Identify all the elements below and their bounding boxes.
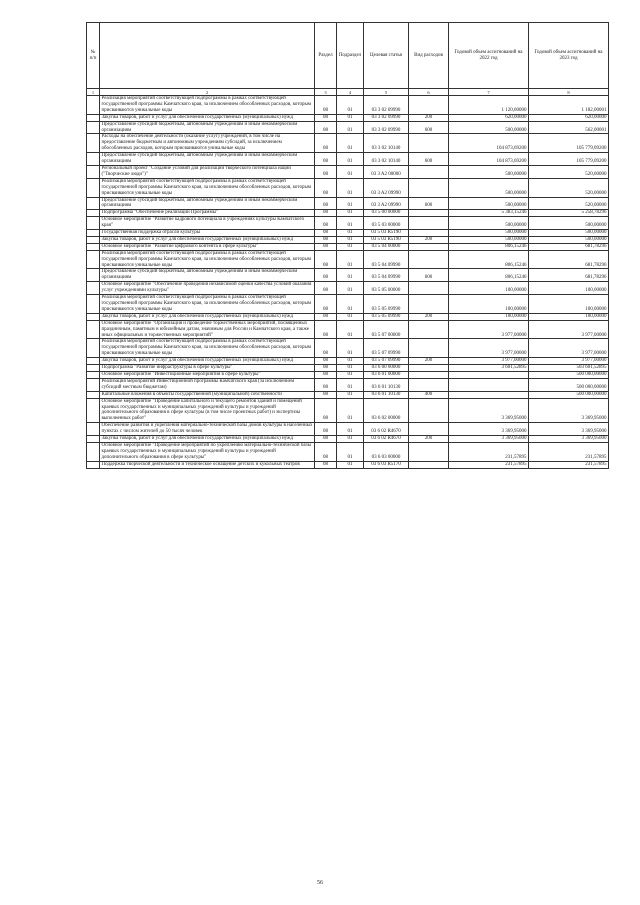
cell-year-2022: 5 383,15246 <box>449 210 529 217</box>
cell-podrazdel: 01 <box>337 217 364 230</box>
cell-num <box>87 391 100 398</box>
cell-year-2023: 520,00000 <box>529 165 609 178</box>
table-row <box>87 178 609 197</box>
table-row <box>87 230 609 237</box>
cell-name: Реализация мероприятий соответствующей подпрограммы в рамках соответствующей государственной программы Камчатского края, за исключением обособленных расходов, которым присваиваются уникальные коды <box>100 96 315 115</box>
cell-name: Предоставление субсидий бюджетным, автономным учреждениям и иным некоммерческим организациям <box>100 269 315 282</box>
cell-year-2022: 500,00000 <box>449 178 529 197</box>
cell-year-2023: 3 977,00000 <box>529 339 609 358</box>
cell-expense-type <box>409 243 449 250</box>
cell-podrazdel: 01 <box>337 423 364 436</box>
table-row <box>87 134 609 153</box>
cell-podrazdel: 01 <box>337 371 364 378</box>
cell-name: Государственная поддержка отрасли культуры <box>100 230 315 237</box>
cell-podrazdel: 01 <box>337 165 364 178</box>
cell-target-article: 03 6 02 R4670 <box>364 436 409 443</box>
cell-podrazdel: 01 <box>337 121 364 134</box>
cell-podrazdel: 01 <box>337 436 364 443</box>
cell-razdel: 08 <box>315 313 337 320</box>
cell-target-article: 03 5 03 00000 <box>364 217 409 230</box>
cell-year-2022: 1 120,00000 <box>449 96 529 115</box>
cell-razdel: 08 <box>315 230 337 237</box>
cell-expense-type <box>409 423 449 436</box>
cell-year-2022: 104 873,69200 <box>449 153 529 166</box>
cell-name: Расходы на обеспечение деятельности (оказание услуг) учреждений, в том числе на предоставление бюджетным и автономным учреждениям субсидий, за исключением обособленных расходов, которым присваиваются уникальные коды <box>100 134 315 153</box>
cell-year-2022: 3 369,95000 <box>449 423 529 436</box>
cell-razdel: 08 <box>315 442 337 461</box>
cell-year-2023: 3 369,95000 <box>529 436 609 443</box>
cell-podrazdel: 01 <box>337 320 364 339</box>
cell-year-2022: 3 601,52895 <box>449 365 529 372</box>
cell-razdel: 08 <box>315 236 337 243</box>
cell-year-2022: 500,00000 <box>449 236 529 243</box>
cell-expense-type: 600 <box>409 197 449 210</box>
table-row <box>87 153 609 166</box>
cell-expense-type: 400 <box>409 391 449 398</box>
cell-num <box>87 269 100 282</box>
cell-year-2023: 1 182,00001 <box>529 96 609 115</box>
header-target-article: Целевая статья <box>364 23 409 89</box>
cell-num <box>87 250 100 269</box>
cell-name: Закупка товаров, работ и услуг для обеспечения государственных (муниципальных) нужд <box>100 358 315 365</box>
cell-razdel: 08 <box>315 398 337 423</box>
cell-razdel: 08 <box>315 461 337 468</box>
cell-num <box>87 197 100 210</box>
cell-razdel: 08 <box>315 436 337 443</box>
cell-razdel: 08 <box>315 250 337 269</box>
cell-year-2022: 3 977,00000 <box>449 358 529 365</box>
cell-name: Основное мероприятие "Инвестиционные мероприятия в сфере культуры" <box>100 371 315 378</box>
budget-table <box>86 22 609 469</box>
cell-name: Капитальные вложения в объекты государственной (муниципальной) собственности <box>100 391 315 398</box>
cell-name: Реализация мероприятий соответствующей подпрограммы в рамках соответствующей государственной программы Камчатского края, за исключением обособленных расходов, которым присваиваются уникальные коды <box>100 339 315 358</box>
cell-year-2022 <box>449 378 529 391</box>
cell-podrazdel: 01 <box>337 250 364 269</box>
cell-year-2023: 100,00000 <box>529 295 609 314</box>
cell-target-article: 03 5 04 00000 <box>364 243 409 250</box>
cell-year-2023: 620,00000 <box>529 114 609 121</box>
cell-expense-type <box>409 210 449 217</box>
cell-name: Закупка товаров, работ и услуг для обеспечения государственных (муниципальных) нужд <box>100 313 315 320</box>
cell-num <box>87 371 100 378</box>
cell-podrazdel: 01 <box>337 197 364 210</box>
cell-podrazdel: 01 <box>337 295 364 314</box>
cell-podrazdel: 01 <box>337 236 364 243</box>
cell-podrazdel: 01 <box>337 243 364 250</box>
cell-target-article: 03 6 00 00000 <box>364 365 409 372</box>
cell-year-2023: 500 000,00000 <box>529 371 609 378</box>
cell-target-article: 03 5 00 00000 <box>364 210 409 217</box>
cell-expense-type: 200 <box>409 436 449 443</box>
table-row <box>87 391 609 398</box>
cell-expense-type <box>409 365 449 372</box>
cell-name: Предоставление субсидий бюджетным, автономным учреждениям и иным некоммерческим организациям <box>100 121 315 134</box>
cell-target-article: 03 5 05 09990 <box>364 313 409 320</box>
cell-year-2022 <box>449 371 529 378</box>
cell-podrazdel: 01 <box>337 339 364 358</box>
header-year-2023: Годовой объем ассигнований на 2023 год <box>529 23 609 89</box>
header-year-2022: Годовой объем ассигнований на 2022 год <box>449 23 529 89</box>
cell-target-article: 03 5 04 09990 <box>364 250 409 269</box>
cell-expense-type <box>409 461 449 468</box>
cell-year-2023: 500,00000 <box>529 217 609 230</box>
cell-razdel: 08 <box>315 217 337 230</box>
cell-year-2023: 231,57895 <box>529 461 609 468</box>
table-row <box>87 378 609 391</box>
cell-razdel: 08 <box>315 153 337 166</box>
cell-target-article: 03 5 05 09990 <box>364 295 409 314</box>
cell-expense-type: 600 <box>409 269 449 282</box>
cell-podrazdel: 01 <box>337 378 364 391</box>
cell-podrazdel: 01 <box>337 153 364 166</box>
cell-name: Реализация мероприятий соответствующей подпрограммы в рамках соответствующей государственной программы Камчатского края, за исключением обособленных расходов, которым присваиваются уникальные коды <box>100 178 315 197</box>
cell-target-article: 03 6 01 10130 <box>364 391 409 398</box>
cell-target-article: 03 6 02 R4670 <box>364 423 409 436</box>
index-cell: 5 <box>364 89 409 96</box>
cell-year-2022: 3 977,00000 <box>449 320 529 339</box>
cell-year-2022: 620,00000 <box>449 114 529 121</box>
cell-expense-type <box>409 250 449 269</box>
cell-year-2022: 100,00000 <box>449 295 529 314</box>
cell-expense-type: 200 <box>409 114 449 121</box>
cell-razdel: 08 <box>315 365 337 372</box>
table-row <box>87 423 609 436</box>
index-cell: 6 <box>409 89 449 96</box>
cell-num <box>87 153 100 166</box>
cell-target-article: 03 3 A2 09990 <box>364 197 409 210</box>
cell-podrazdel: 01 <box>337 96 364 115</box>
column-index-row <box>87 89 609 96</box>
index-cell: 7 <box>449 89 529 96</box>
cell-year-2023: 3 977,00000 <box>529 358 609 365</box>
cell-target-article: 03 6 02 00000 <box>364 398 409 423</box>
cell-target-article: 03 3 02 09990 <box>364 96 409 115</box>
cell-name: Закупка товаров, работ и услуг для обеспечения государственных (муниципальных) нужд <box>100 236 315 243</box>
cell-year-2022: 231,57895 <box>449 461 529 468</box>
cell-expense-type <box>409 398 449 423</box>
cell-expense-type <box>409 96 449 115</box>
table-row <box>87 250 609 269</box>
cell-target-article: 03 6 03 00000 <box>364 442 409 461</box>
table-row <box>87 371 609 378</box>
cell-year-2023: 520,00000 <box>529 178 609 197</box>
cell-year-2023: 520,00000 <box>529 197 609 210</box>
cell-num <box>87 210 100 217</box>
cell-year-2023: 500 000,00000 <box>529 378 609 391</box>
cell-year-2023: 100,00000 <box>529 282 609 295</box>
cell-year-2022: 806,15246 <box>449 250 529 269</box>
cell-num <box>87 365 100 372</box>
table-row <box>87 217 609 230</box>
cell-expense-type <box>409 339 449 358</box>
table-row <box>87 358 609 365</box>
cell-year-2023: 231,57895 <box>529 442 609 461</box>
cell-year-2022: 231,57895 <box>449 442 529 461</box>
cell-year-2023: 105 779,09200 <box>529 153 609 166</box>
cell-year-2023: 5 258,78296 <box>529 210 609 217</box>
cell-name: Подпрограмма "Развитие инфраструктуры в сфере культуры" <box>100 365 315 372</box>
table-row <box>87 243 609 250</box>
cell-year-2022: 100,00000 <box>449 282 529 295</box>
cell-podrazdel: 01 <box>337 210 364 217</box>
cell-year-2023: 3 369,95000 <box>529 423 609 436</box>
cell-num <box>87 217 100 230</box>
cell-num <box>87 134 100 153</box>
cell-year-2023: 3 369,95000 <box>529 398 609 423</box>
cell-year-2022: 104 873,69200 <box>449 134 529 153</box>
cell-expense-type: 600 <box>409 153 449 166</box>
cell-podrazdel: 01 <box>337 313 364 320</box>
table-row <box>87 365 609 372</box>
index-cell: 2 <box>100 89 315 96</box>
cell-year-2022: 500,00000 <box>449 197 529 210</box>
cell-razdel: 08 <box>315 295 337 314</box>
cell-expense-type <box>409 295 449 314</box>
cell-target-article: 03 3 A2 09990 <box>364 178 409 197</box>
cell-num <box>87 313 100 320</box>
cell-podrazdel: 01 <box>337 269 364 282</box>
cell-target-article: 03 5 03 R5190 <box>364 230 409 237</box>
cell-razdel: 08 <box>315 378 337 391</box>
cell-expense-type <box>409 442 449 461</box>
cell-razdel: 08 <box>315 282 337 295</box>
cell-expense-type: 200 <box>409 313 449 320</box>
table-row <box>87 339 609 358</box>
table-row <box>87 398 609 423</box>
cell-year-2022: 3 369,95000 <box>449 398 529 423</box>
cell-podrazdel: 01 <box>337 398 364 423</box>
cell-expense-type <box>409 178 449 197</box>
cell-year-2023: 100,00000 <box>529 313 609 320</box>
cell-year-2023: 500 000,00000 <box>529 391 609 398</box>
table-row <box>87 295 609 314</box>
cell-expense-type <box>409 320 449 339</box>
cell-name: Основное мероприятие "Проведение мероприятий по укреплению материально-технической базы краевых государственных и муниципальных учреждений культуры и учреждений дополнительного образования в сфере культуры" <box>100 442 315 461</box>
cell-name: Основное мероприятие "Обеспечение проведения независимой оценки качества условий оказания услуг учреждениями культуры" <box>100 282 315 295</box>
cell-podrazdel: 01 <box>337 114 364 121</box>
cell-expense-type <box>409 165 449 178</box>
cell-year-2022: 500,00000 <box>449 217 529 230</box>
cell-year-2022: 500,00000 <box>449 230 529 237</box>
cell-target-article: 03 3 02 09990 <box>364 114 409 121</box>
table-row <box>87 197 609 210</box>
cell-target-article: 03 3 02 10140 <box>364 134 409 153</box>
table-row <box>87 442 609 461</box>
cell-razdel: 08 <box>315 391 337 398</box>
cell-expense-type <box>409 282 449 295</box>
table-row <box>87 165 609 178</box>
cell-num <box>87 423 100 436</box>
header-expense-type: Вид расходов <box>409 23 449 89</box>
cell-target-article: 03 5 07 09990 <box>364 339 409 358</box>
cell-expense-type <box>409 371 449 378</box>
cell-num <box>87 436 100 443</box>
table-row <box>87 461 609 468</box>
cell-podrazdel: 01 <box>337 178 364 197</box>
table-row <box>87 114 609 121</box>
cell-name: Закупка товаров, работ и услуг для обеспечения государственных (муниципальных) нужд <box>100 436 315 443</box>
cell-target-article: 03 5 07 09990 <box>364 358 409 365</box>
cell-razdel: 08 <box>315 121 337 134</box>
cell-year-2022 <box>449 391 529 398</box>
cell-name: Основное мероприятие "Развитие цифрового контента в сфере культуры" <box>100 243 315 250</box>
cell-podrazdel: 01 <box>337 442 364 461</box>
header-razdel: Раздел <box>315 23 337 89</box>
cell-year-2022: 100,00000 <box>449 313 529 320</box>
cell-year-2022: 3 977,00000 <box>449 339 529 358</box>
cell-target-article: 03 6 01 10130 <box>364 378 409 391</box>
index-cell: 8 <box>529 89 609 96</box>
cell-name: Предоставление субсидий бюджетным, автономным учреждениям и иным некоммерческим организациям <box>100 197 315 210</box>
cell-num <box>87 442 100 461</box>
cell-target-article: 03 3 02 09990 <box>364 121 409 134</box>
cell-name: Подпрограмма "Обеспечение реализации Программы" <box>100 210 315 217</box>
cell-year-2023: 503 601,52895 <box>529 365 609 372</box>
cell-num <box>87 461 100 468</box>
cell-target-article: 03 5 03 R5190 <box>364 236 409 243</box>
cell-target-article: 03 3 02 10140 <box>364 153 409 166</box>
cell-razdel: 08 <box>315 423 337 436</box>
cell-expense-type <box>409 230 449 237</box>
cell-razdel: 08 <box>315 371 337 378</box>
cell-target-article: 03 5 07 00000 <box>364 320 409 339</box>
cell-year-2022: 806,15246 <box>449 243 529 250</box>
cell-num <box>87 320 100 339</box>
cell-podrazdel: 01 <box>337 461 364 468</box>
table-row <box>87 96 609 115</box>
cell-num <box>87 339 100 358</box>
table-row <box>87 269 609 282</box>
cell-expense-type <box>409 378 449 391</box>
cell-expense-type: 200 <box>409 358 449 365</box>
page-number: 56 <box>317 880 323 886</box>
cell-podrazdel: 01 <box>337 391 364 398</box>
cell-num <box>87 378 100 391</box>
cell-year-2023: 500,00000 <box>529 236 609 243</box>
cell-target-article: 03 6 01 00000 <box>364 371 409 378</box>
cell-year-2022: 806,15246 <box>449 269 529 282</box>
cell-num <box>87 121 100 134</box>
cell-num <box>87 295 100 314</box>
cell-name: Основное мероприятие "Проведение капитального и текущего ремонтов зданий и помещений краевых государственных и муниципальных учреждений культуры и учреждений дополнительного образования в сфере культуры (в том числе проектных работ) и экспертизы выполненных работ" <box>100 398 315 423</box>
cell-podrazdel: 01 <box>337 230 364 237</box>
cell-num <box>87 96 100 115</box>
cell-target-article: 03 6 03 R5170 <box>364 461 409 468</box>
index-cell: 4 <box>337 89 364 96</box>
cell-razdel: 08 <box>315 134 337 153</box>
cell-razdel: 08 <box>315 165 337 178</box>
cell-num <box>87 114 100 121</box>
cell-year-2023: 500,00000 <box>529 230 609 237</box>
header-row <box>87 23 609 89</box>
header-podrazdel: Подраздел <box>337 23 364 89</box>
header-name <box>100 23 315 89</box>
cell-razdel: 08 <box>315 339 337 358</box>
cell-expense-type: 200 <box>409 236 449 243</box>
cell-target-article: 03 5 04 09990 <box>364 269 409 282</box>
cell-name: Реализация мероприятий соответствующей подпрограммы в рамках соответствующей государственной программы Камчатского края, за исключением обособленных расходов, которым присваиваются уникальные коды <box>100 250 315 269</box>
index-cell: 3 <box>315 89 337 96</box>
table-row <box>87 210 609 217</box>
cell-razdel: 08 <box>315 178 337 197</box>
index-cell: 1 <box>87 89 100 96</box>
cell-name: Обеспечение развития и укрепления материально-технической базы домов культуры в населенных пунктах с числом жителей до 50 тысяч человек <box>101 423 313 435</box>
budget-table-sheet <box>86 22 608 469</box>
cell-razdel: 08 <box>315 320 337 339</box>
cell-razdel: 08 <box>315 210 337 217</box>
table-row <box>87 121 609 134</box>
cell-year-2023: 562,00001 <box>529 121 609 134</box>
cell-name: Закупка товаров, работ и услуг для обеспечения государственных (муниципальных) нужд <box>100 114 315 121</box>
cell-year-2023: 105 779,09200 <box>529 134 609 153</box>
table-row <box>87 436 609 443</box>
cell-podrazdel: 01 <box>337 358 364 365</box>
cell-num <box>87 165 100 178</box>
cell-name: Реализация мероприятий Инвестиционной программы Камчатского края (за исключением субсидий местным бюджетам) <box>100 378 315 391</box>
cell-num <box>87 282 100 295</box>
table-row <box>87 282 609 295</box>
cell-num <box>87 236 100 243</box>
cell-name: Поддержка творческой деятельности и техническое оснащение детских и кукольных театров <box>100 461 315 468</box>
cell-year-2023: 681,78296 <box>529 269 609 282</box>
cell-name: Основное мероприятие "Развитие кадрового потенциала в учреждениях культуры Камчатского края" <box>100 217 315 230</box>
cell-name: Основное мероприятие "Организация и проведение торжественных мероприятий, посвященных праздничным, памятным и юбилейным датам, значимым для России и Камчатского края, а также иных официальных и торжественных мероприятий" <box>100 320 315 339</box>
header-num: № п/п <box>87 23 100 89</box>
cell-year-2022: 500,00000 <box>449 121 529 134</box>
table-row <box>87 320 609 339</box>
cell-year-2022: 500,00000 <box>449 165 529 178</box>
cell-razdel: 08 <box>315 96 337 115</box>
cell-podrazdel: 01 <box>337 365 364 372</box>
cell-razdel: 08 <box>315 243 337 250</box>
cell-name: Региональный проект "Создание условий для реализации творческого потенциала нации ("Творческие люди")" <box>100 165 315 178</box>
cell-razdel: 08 <box>315 114 337 121</box>
cell-razdel: 08 <box>315 358 337 365</box>
cell-podrazdel: 01 <box>337 134 364 153</box>
cell-year-2023: 681,78296 <box>529 250 609 269</box>
cell-expense-type <box>409 217 449 230</box>
table-row <box>87 236 609 243</box>
cell-num <box>87 230 100 237</box>
cell-expense-type: 600 <box>409 121 449 134</box>
cell-razdel: 08 <box>315 269 337 282</box>
cell-num <box>87 243 100 250</box>
cell-year-2023: 3 977,00000 <box>529 320 609 339</box>
cell-num <box>87 178 100 197</box>
cell-year-2022: 3 369,95000 <box>449 436 529 443</box>
cell-expense-type <box>409 134 449 153</box>
cell-year-2023: 681,78296 <box>529 243 609 250</box>
cell-name: Реализация мероприятий соответствующей подпрограммы в рамках соответствующей государственной программы Камчатского края, за исключением обособленных расходов, которым присваиваются уникальные коды <box>100 295 315 314</box>
cell-razdel: 08 <box>315 197 337 210</box>
cell-num <box>87 398 100 423</box>
table-row <box>87 313 609 320</box>
cell-num <box>87 358 100 365</box>
cell-name: Предоставление субсидий бюджетным, автономным учреждениям и иным некоммерческим организациям <box>100 153 315 166</box>
cell-target-article: 03 3 A2 00000 <box>364 165 409 178</box>
cell-podrazdel: 01 <box>337 282 364 295</box>
cell-target-article: 03 5 05 00000 <box>364 282 409 295</box>
